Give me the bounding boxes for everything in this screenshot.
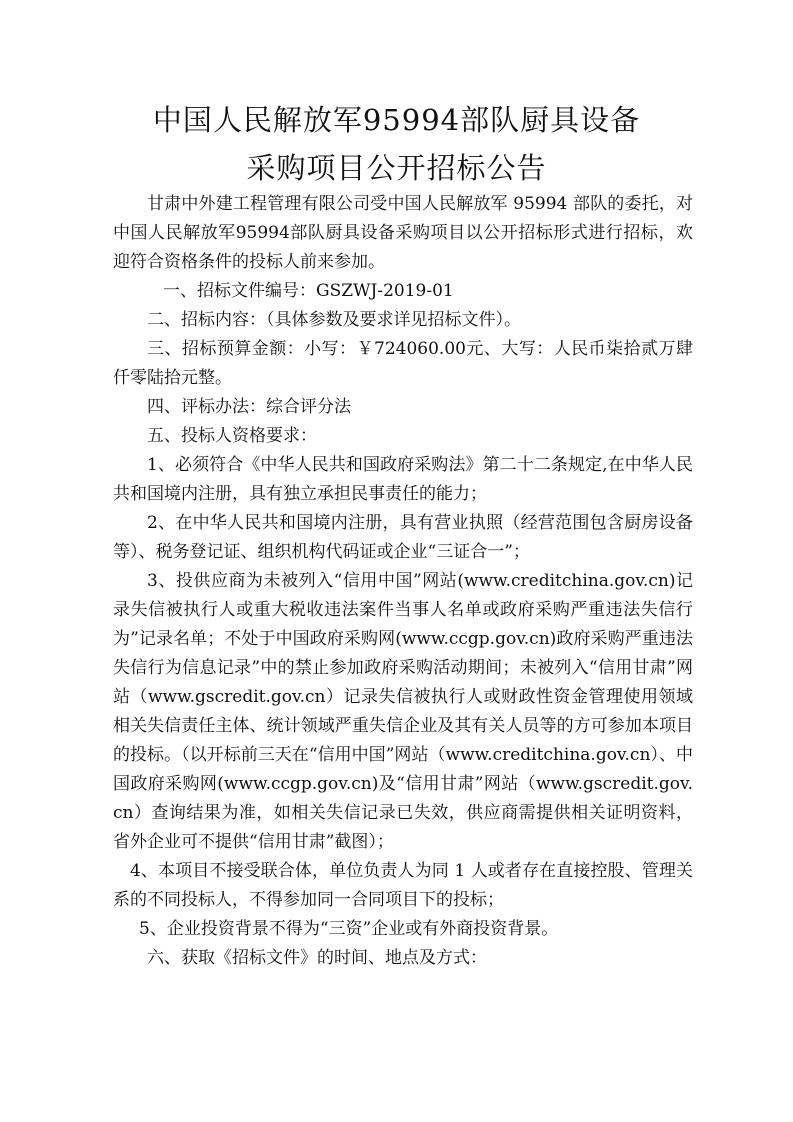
qualification-item-4: 4、本项目不接受联合体，单位负责人为同 1 人或者存在直接控股、管理关系的不同投标人，不得参加同一合同项目下的投标； — [113, 861, 693, 910]
document-title-line2: 采购项目公开招标公告 — [246, 151, 547, 185]
section-obtain-documents: 六、获取《招标文件》的时间、地点及方式： — [147, 948, 487, 968]
qualification-item-2: 2、在中华人民共和国境内注册，具有营业执照（经营范围包含厨房设备等）、税务登记证、组织机构代码证或企业“三证合一”； — [113, 513, 693, 562]
section-budget: 三、招标预算金额：小写：￥724060.00元、大写：人民币柒拾贰万肆仟零陆拾元整。 — [113, 339, 693, 388]
document-title-line1: 中国人民解放军95994部队厨具设备 — [152, 103, 641, 137]
section-evaluation-method: 四、评标办法：综合评分法 — [147, 397, 351, 417]
document-body — [113, 190, 693, 973]
qualification-item-5: 5、企业投资背景不得为“三资”企业或有外商投资背景。 — [139, 919, 559, 939]
section-tender-number: 一、招标文件编号：GSZWJ-2019-01 — [163, 281, 454, 301]
qualification-item-3: 3、投供应商为未被列入“信用中国”网站(www.creditchina.gov.cn)记录失信被执行人或重大税收违法案件当事人名单或政府采购严重违法失信行为”记录名单；不处于中国政府采购网(www.ccgp.gov.cn)政府采购严重违法失信行为信息记录”中的禁止参加政府采购活动期间；未被列入“信用甘肃”网站（www.gscredit.gov.cn）记录失信被执行人或财政性资金管理使用领域相关失信责任主体、统计领域严重失信企业及其有关人员等的方可参加本项目的投标。（以开标前三天在“信用中国”网站（www.creditchina.gov.cn）、中国政府采购网(www.ccgp.gov.cn)及“信用甘肃”网站（www.gscredit.gov.cn）查询结果为准，如相关失信记录已失效，供应商需提供相关证明资料，省外企业可不提供“信用甘肃”截图）； — [113, 571, 693, 852]
section-tender-content: 二、招标内容：（具体参数及要求详见招标文件）。 — [147, 310, 521, 330]
qualification-item-1: 1、必须符合《中华人民共和国政府采购法》第二十二条规定,在中华人民共和国境内注册，具有独立承担民事责任的能力； — [113, 455, 693, 504]
intro-paragraph: 甘肃中外建工程管理有限公司受中国人民解放军 95994 部队的委托，对中国人民解放军95994部队厨具设备采购项目以公开招标形式进行招标，欢迎符合资格条件的投标人前来参加。 — [113, 194, 693, 272]
section-bidder-qualification: 五、投标人资格要求： — [147, 426, 317, 446]
